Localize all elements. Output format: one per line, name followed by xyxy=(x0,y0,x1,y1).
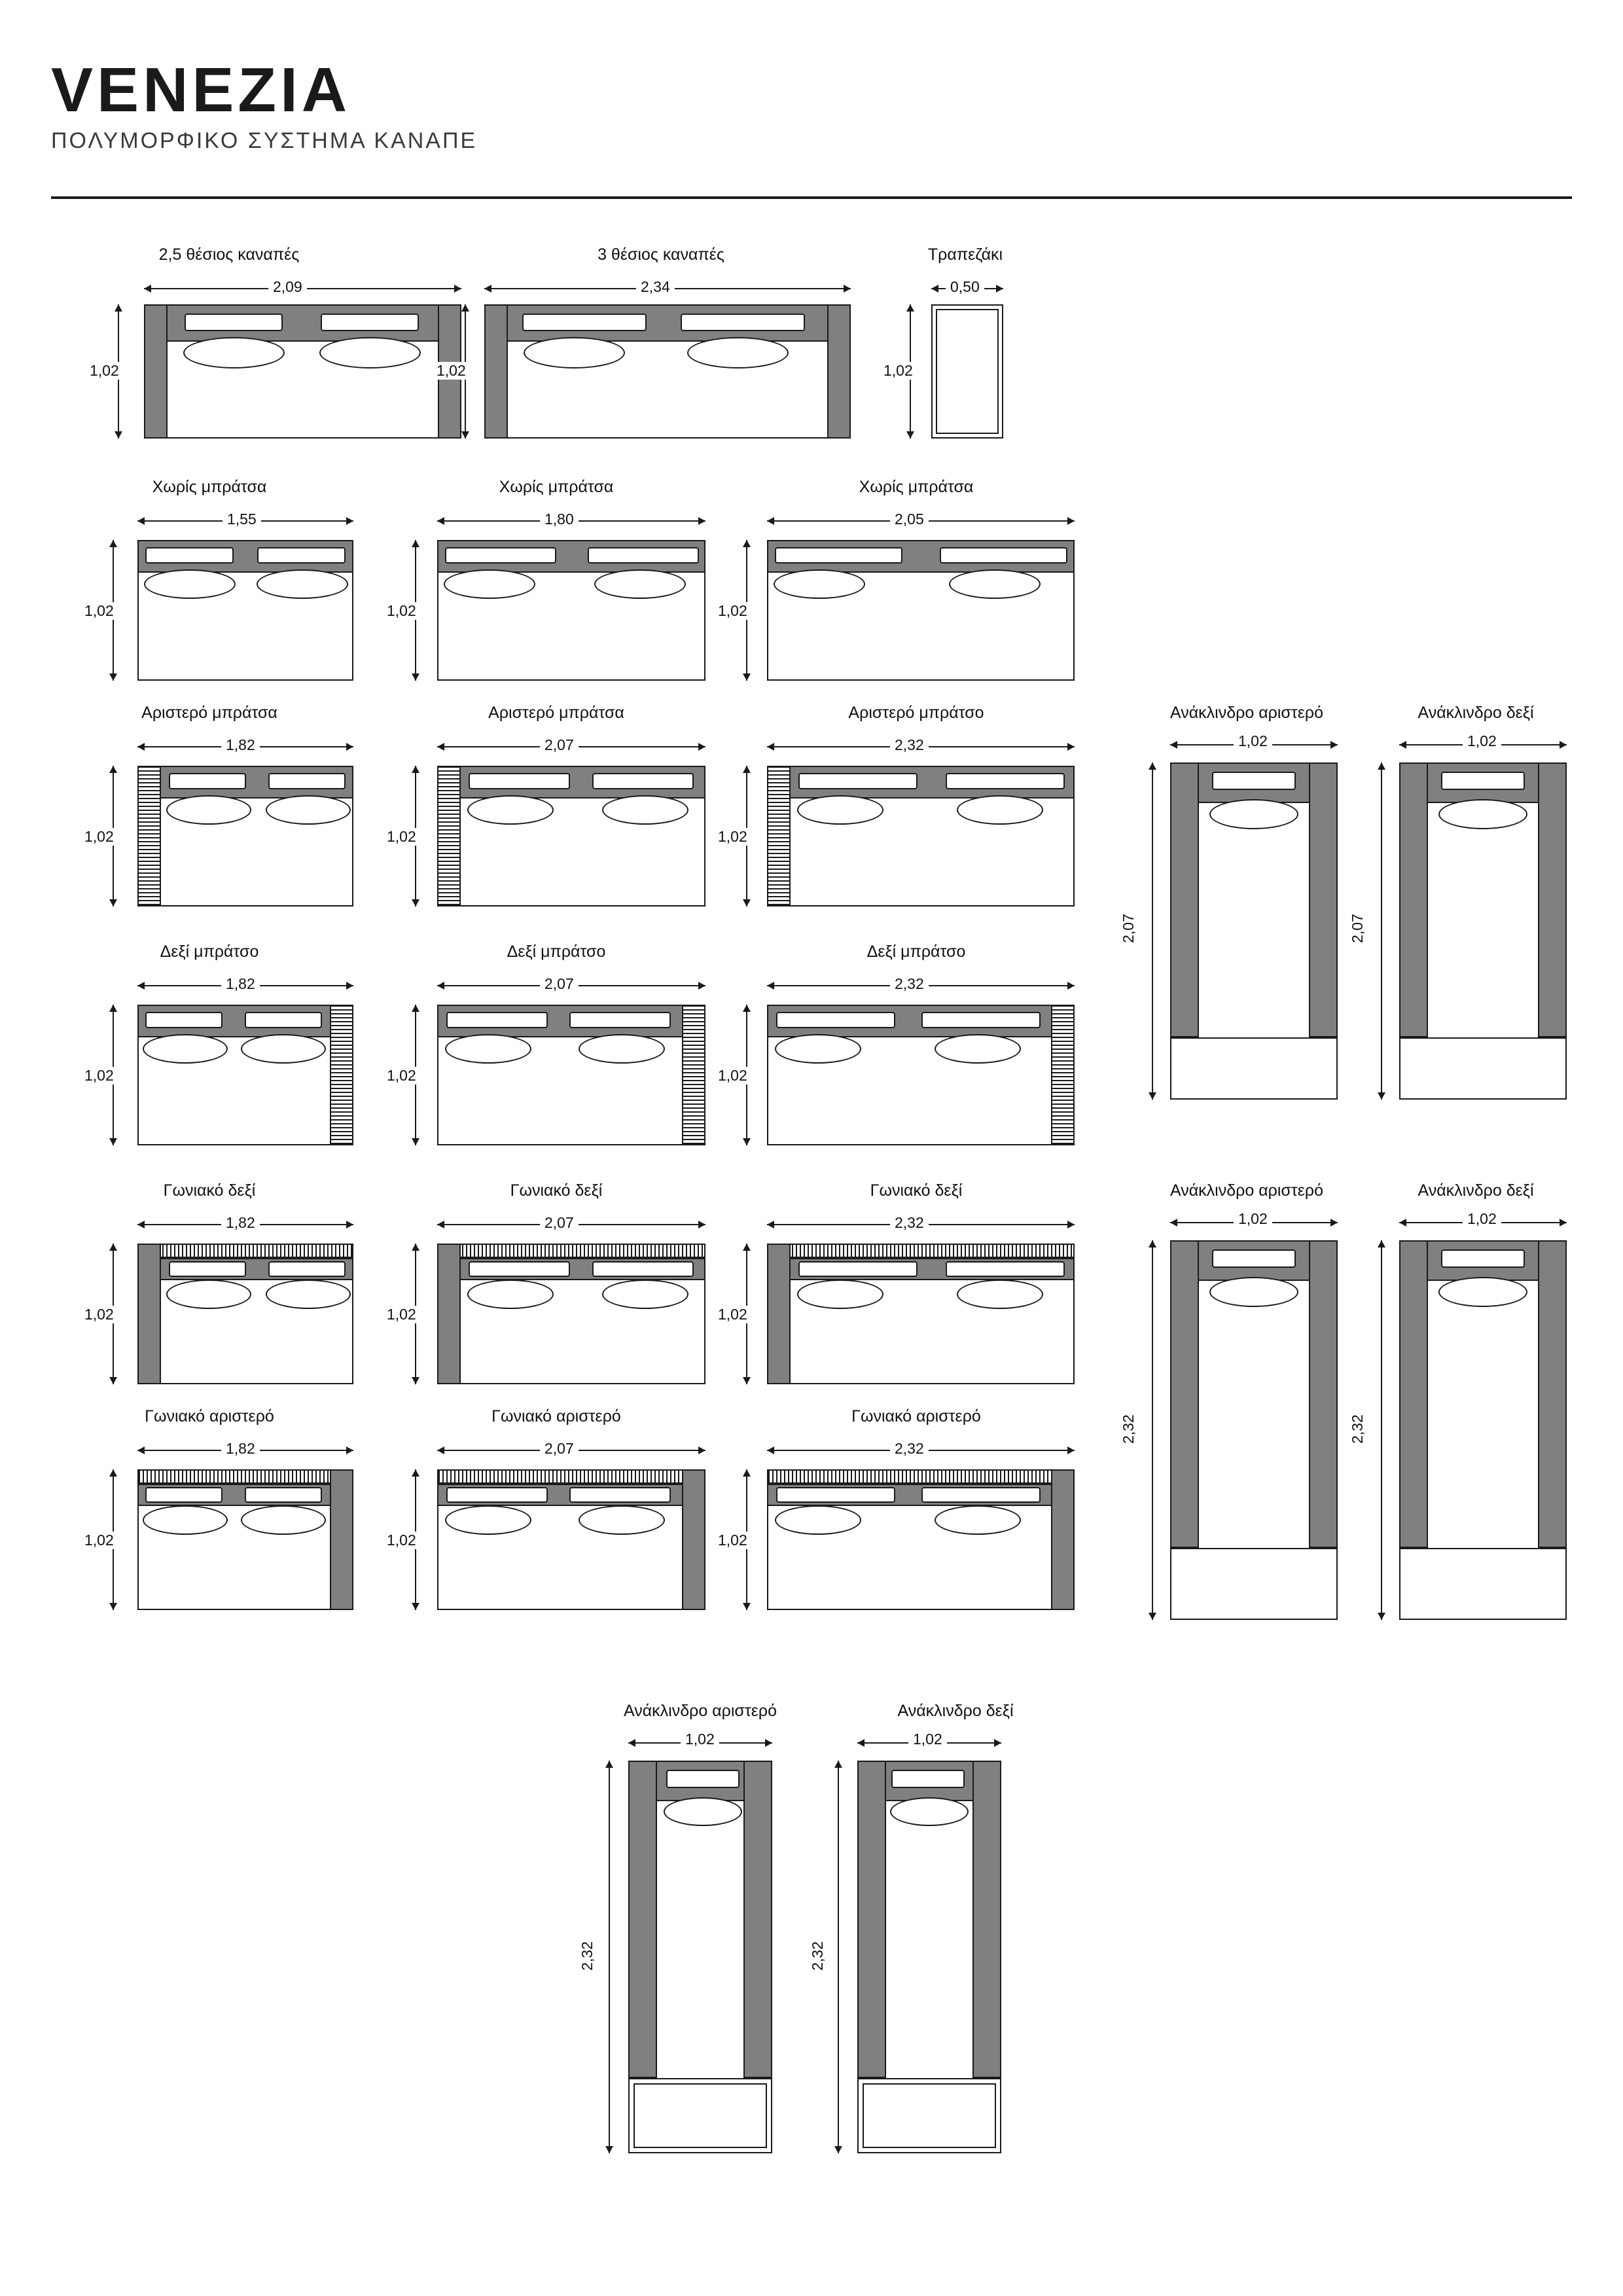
page-header xyxy=(51,55,1572,154)
width-dimension-label: 1,02 xyxy=(1463,1210,1501,1228)
corner-hatch-band xyxy=(767,1469,1075,1484)
back-cushion xyxy=(569,1487,671,1503)
figure-armless-205 xyxy=(718,478,1086,700)
back-cushion xyxy=(775,547,902,564)
height-dimension-label: 1,02 xyxy=(879,362,918,380)
width-dimension-label: 2,32 xyxy=(890,736,929,754)
figure-title: Ανάκλινδρο αριστερό xyxy=(1169,1181,1324,1200)
figure-title: Ανάκλινδρο αριστερό xyxy=(1169,704,1324,722)
back-cushion xyxy=(588,547,699,564)
height-dimension-label: 1,02 xyxy=(713,1532,752,1549)
footrest xyxy=(1170,1548,1338,1620)
seat-cushion xyxy=(949,569,1041,599)
height-dimension-label: 2,32 xyxy=(1349,1410,1366,1448)
corner-hatch-band xyxy=(137,1244,353,1258)
back-cushion xyxy=(1212,1249,1296,1268)
back-cushion xyxy=(522,314,647,331)
height-dimension-label: 1,02 xyxy=(713,1067,752,1085)
arm-left xyxy=(1399,762,1428,1037)
seat-cushion xyxy=(445,1505,531,1535)
figure-title: Δεξί μπράτσο xyxy=(507,942,606,961)
width-dimension-label: 2,32 xyxy=(890,975,929,993)
back-cushion xyxy=(666,1770,740,1788)
figure-corner-left-182 xyxy=(72,1407,347,1630)
arm-left xyxy=(1399,1240,1428,1548)
back-cushion xyxy=(446,1012,548,1028)
width-dimension-label: 1,80 xyxy=(540,511,579,528)
seat-cushion xyxy=(183,337,285,368)
figure-corner-right-207 xyxy=(387,1181,707,1404)
seat-cushion xyxy=(797,795,883,825)
back-cushion xyxy=(946,1261,1065,1277)
figure-title: Αριστερό μπράτσο xyxy=(848,704,984,722)
back-cushion xyxy=(445,547,556,564)
seat-cushion xyxy=(602,1280,688,1309)
back-cushion xyxy=(145,547,234,564)
figure-title: Γωνιακό δεξί xyxy=(163,1181,256,1200)
seat-cushion xyxy=(166,795,251,825)
figure-title: Γωνιακό αριστερό xyxy=(145,1407,274,1426)
back-cushion xyxy=(145,1487,223,1503)
height-dimension-label: 2,32 xyxy=(809,1937,827,1975)
width-dimension-label: 2,07 xyxy=(540,975,579,993)
arm-left xyxy=(437,1244,461,1384)
seat-cushion xyxy=(935,1034,1021,1064)
figure-right-arm-207 xyxy=(387,942,707,1165)
arm-left xyxy=(767,766,791,906)
seat-cushion xyxy=(1438,1277,1527,1307)
width-dimension-label: 2,07 xyxy=(540,1440,579,1458)
height-dimension-line xyxy=(1152,1240,1153,1620)
arm-right xyxy=(330,1005,353,1145)
seat-cushion xyxy=(166,1280,251,1309)
corner-hatch-band xyxy=(137,1469,353,1484)
arm-right xyxy=(1309,762,1338,1037)
arm-left xyxy=(857,1761,886,2078)
figure-title: Χωρίς μπράτσα xyxy=(859,478,974,496)
arm-right xyxy=(972,1761,1001,2078)
width-dimension-label: 1,82 xyxy=(221,736,260,754)
back-cushion xyxy=(798,1261,918,1277)
back-cushion xyxy=(169,1261,246,1277)
seat-cushion xyxy=(687,337,789,368)
back-cushion xyxy=(268,773,346,789)
width-dimension-label: 2,07 xyxy=(540,1214,579,1232)
back-cushion xyxy=(592,773,694,789)
seat-cushion xyxy=(266,795,351,825)
width-dimension-label: 1,02 xyxy=(908,1731,947,1748)
seat-cushion xyxy=(957,1280,1043,1309)
seat-cushion xyxy=(935,1505,1021,1535)
corner-hatch-band xyxy=(767,1244,1075,1258)
figure-chaise-left-207 xyxy=(1119,704,1355,1109)
figure-title: Ανάκλινδρο δεξί xyxy=(1418,1181,1534,1200)
figure-title: Ανάκλινδρο αριστερό xyxy=(623,1702,777,1720)
figure-title: Γωνιακό αριστερό xyxy=(491,1407,621,1426)
figure-corner-left-207 xyxy=(387,1407,707,1630)
figure-title: Αριστερό μπράτσα xyxy=(141,704,277,722)
height-dimension-label: 1,02 xyxy=(713,828,752,846)
figure-chaise-right-232-bottom xyxy=(808,1702,1080,2160)
arm-right xyxy=(1538,762,1567,1037)
back-cushion xyxy=(321,314,419,331)
arm-left xyxy=(767,1244,791,1384)
seat-cushion xyxy=(444,569,535,599)
arm-left xyxy=(484,304,508,439)
width-dimension-label: 1,02 xyxy=(681,1731,719,1748)
back-cushion xyxy=(1441,772,1525,790)
seat-cushion xyxy=(524,337,625,368)
width-dimension-label: 2,09 xyxy=(268,278,307,296)
height-dimension-label: 2,32 xyxy=(1120,1410,1137,1448)
table-top-inner xyxy=(936,309,999,434)
back-cushion xyxy=(145,1012,223,1028)
back-cushion xyxy=(446,1487,548,1503)
back-cushion xyxy=(921,1487,1041,1503)
seat-cushion xyxy=(467,795,554,825)
figure-left-arm-182 xyxy=(72,704,347,926)
back-cushion xyxy=(569,1012,671,1028)
height-dimension-label: 1,02 xyxy=(382,1306,421,1323)
seat-cushion xyxy=(144,569,236,599)
width-dimension-label: 2,32 xyxy=(890,1214,929,1232)
height-dimension-line xyxy=(1381,762,1382,1100)
height-dimension-label: 1,02 xyxy=(80,1067,118,1085)
height-dimension-line xyxy=(1152,762,1153,1100)
figure-right-arm-232 xyxy=(718,942,1086,1165)
arm-right xyxy=(827,304,851,439)
back-cushion xyxy=(798,773,918,789)
figure-chaise-left-232-bottom xyxy=(576,1702,825,2160)
seat-cushion xyxy=(1209,1277,1298,1307)
height-dimension-label: 2,07 xyxy=(1349,909,1366,948)
seat-cushion xyxy=(1438,799,1527,829)
figure-title: 3 θέσιος καναπές xyxy=(597,245,724,264)
seat-cushion xyxy=(775,1505,861,1535)
height-dimension-label: 1,02 xyxy=(382,602,421,620)
figure-sofa-2-5-seater xyxy=(52,245,406,461)
seat-cushion xyxy=(143,1505,228,1535)
arm-left xyxy=(144,304,168,439)
seat-cushion xyxy=(775,1034,861,1064)
back-cushion xyxy=(268,1261,346,1277)
seat-cushion xyxy=(467,1280,554,1309)
width-dimension-label: 2,34 xyxy=(636,278,675,296)
width-dimension-label: 1,02 xyxy=(1234,732,1272,750)
header-divider xyxy=(51,196,1572,199)
figure-title: Γωνιακό δεξί xyxy=(510,1181,603,1200)
seat-cushion xyxy=(664,1797,742,1826)
arm-left xyxy=(1170,762,1199,1037)
arm-right xyxy=(1309,1240,1338,1548)
seat-cushion xyxy=(143,1034,228,1064)
seat-cushion xyxy=(241,1034,326,1064)
height-dimension-label: 1,02 xyxy=(432,362,471,380)
figure-armless-180 xyxy=(387,478,707,700)
height-dimension-label: 1,02 xyxy=(80,828,118,846)
figure-corner-left-232 xyxy=(718,1407,1086,1630)
width-dimension-label: 2,07 xyxy=(540,736,579,754)
back-cushion xyxy=(940,547,1067,564)
height-dimension-label: 1,02 xyxy=(80,1306,118,1323)
figure-title: Ανάκλινδρο δεξί xyxy=(897,1702,1014,1720)
figure-title: 2,5 θέσιος καναπές xyxy=(158,245,300,264)
figure-coffee-table xyxy=(883,245,1044,461)
width-dimension-label: 0,50 xyxy=(946,278,984,296)
figure-title: Χωρίς μπράτσα xyxy=(499,478,614,496)
height-dimension-label: 1,02 xyxy=(382,828,421,846)
height-dimension-label: 1,02 xyxy=(85,362,124,380)
width-dimension-label: 1,82 xyxy=(221,975,260,993)
back-cushion xyxy=(245,1487,322,1503)
figure-title: Τραπεζάκι xyxy=(927,245,1003,264)
arm-right xyxy=(1051,1469,1075,1610)
seat-cushion xyxy=(445,1034,531,1064)
height-dimension-label: 2,07 xyxy=(1120,909,1137,948)
figure-corner-right-182 xyxy=(72,1181,347,1404)
seat-cushion xyxy=(241,1505,326,1535)
height-dimension-line xyxy=(1381,1240,1382,1620)
width-dimension-label: 1,55 xyxy=(223,511,261,528)
width-dimension-label: 1,02 xyxy=(1234,1210,1272,1228)
figure-title: Χωρίς μπράτσα xyxy=(152,478,267,496)
footrest-inner xyxy=(863,2083,996,2148)
back-cushion xyxy=(169,773,246,789)
arm-right xyxy=(682,1005,705,1145)
back-cushion xyxy=(1212,772,1296,790)
seat-cushion xyxy=(602,795,688,825)
back-cushion xyxy=(921,1012,1041,1028)
height-dimension-label: 1,02 xyxy=(713,602,752,620)
figure-sofa-3-seater xyxy=(437,245,864,461)
figure-left-arm-207 xyxy=(387,704,707,926)
height-dimension-line xyxy=(838,1761,839,2153)
back-cushion xyxy=(469,773,570,789)
width-dimension-label: 1,02 xyxy=(1463,732,1501,750)
seat-cushion xyxy=(594,569,686,599)
arm-right xyxy=(1538,1240,1567,1548)
width-dimension-label: 2,05 xyxy=(890,511,929,528)
figure-title: Αριστερό μπράτσα xyxy=(488,704,624,722)
height-dimension-label: 2,32 xyxy=(579,1937,596,1975)
seat-cushion xyxy=(579,1034,665,1064)
arm-right xyxy=(1051,1005,1075,1145)
height-dimension-label: 1,02 xyxy=(382,1532,421,1549)
figure-title: Γωνιακό αριστερό xyxy=(851,1407,981,1426)
arm-left xyxy=(1170,1240,1199,1548)
arm-left xyxy=(437,766,461,906)
seat-cushion xyxy=(1209,799,1298,829)
seat-cushion xyxy=(266,1280,351,1309)
back-cushion xyxy=(891,1770,965,1788)
seat-cushion xyxy=(774,569,865,599)
figure-chaise-left-232 xyxy=(1119,1181,1355,1626)
seat-cushion xyxy=(257,569,348,599)
back-cushion xyxy=(776,1487,895,1503)
page-title: VENEZIA xyxy=(51,55,351,125)
figure-title: Δεξί μπράτσο xyxy=(866,942,966,961)
height-dimension-label: 1,02 xyxy=(382,1067,421,1085)
back-cushion xyxy=(681,314,805,331)
arm-left xyxy=(628,1761,657,2078)
footrest-inner xyxy=(633,2083,767,2148)
corner-hatch-band xyxy=(437,1469,705,1484)
back-cushion xyxy=(592,1261,694,1277)
seat-cushion xyxy=(319,337,421,368)
figure-chaise-right-207 xyxy=(1348,704,1584,1109)
footrest xyxy=(1170,1037,1338,1100)
back-cushion xyxy=(946,773,1065,789)
height-dimension-label: 1,02 xyxy=(80,1532,118,1549)
figure-title: Γωνιακό δεξί xyxy=(870,1181,963,1200)
figure-armless-155 xyxy=(72,478,347,700)
arm-left xyxy=(137,1244,161,1384)
footrest xyxy=(1399,1037,1567,1100)
width-dimension-label: 2,32 xyxy=(890,1440,929,1458)
seat-cushion xyxy=(890,1797,969,1826)
back-cushion xyxy=(1441,1249,1525,1268)
back-cushion xyxy=(776,1012,895,1028)
height-dimension-line xyxy=(609,1761,610,2153)
corner-hatch-band xyxy=(437,1244,705,1258)
arm-right xyxy=(330,1469,353,1610)
width-dimension-label: 1,82 xyxy=(221,1440,260,1458)
seat-cushion xyxy=(797,1280,883,1309)
width-dimension-label: 1,82 xyxy=(221,1214,260,1232)
figure-chaise-right-232 xyxy=(1348,1181,1584,1626)
arm-left xyxy=(137,766,161,906)
back-cushion xyxy=(185,314,283,331)
height-dimension-label: 1,02 xyxy=(713,1306,752,1323)
figure-right-arm-182 xyxy=(72,942,347,1165)
footrest xyxy=(1399,1548,1567,1620)
figure-left-arm-232 xyxy=(718,704,1086,926)
figure-title: Δεξί μπράτσο xyxy=(160,942,259,961)
seat-cushion xyxy=(579,1505,665,1535)
arm-right xyxy=(743,1761,772,2078)
back-cushion xyxy=(469,1261,570,1277)
back-cushion xyxy=(245,1012,322,1028)
figure-corner-right-232 xyxy=(718,1181,1086,1404)
figure-title: Ανάκλινδρο δεξί xyxy=(1418,704,1534,722)
back-cushion xyxy=(257,547,346,564)
arm-right xyxy=(682,1469,705,1610)
seat-cushion xyxy=(957,795,1043,825)
page-subtitle: ΠΟΛΥΜΟΡΦΙΚΟ ΣΥΣΤΗΜΑ ΚΑΝΑΠΕ xyxy=(51,128,478,153)
height-dimension-label: 1,02 xyxy=(80,602,118,620)
